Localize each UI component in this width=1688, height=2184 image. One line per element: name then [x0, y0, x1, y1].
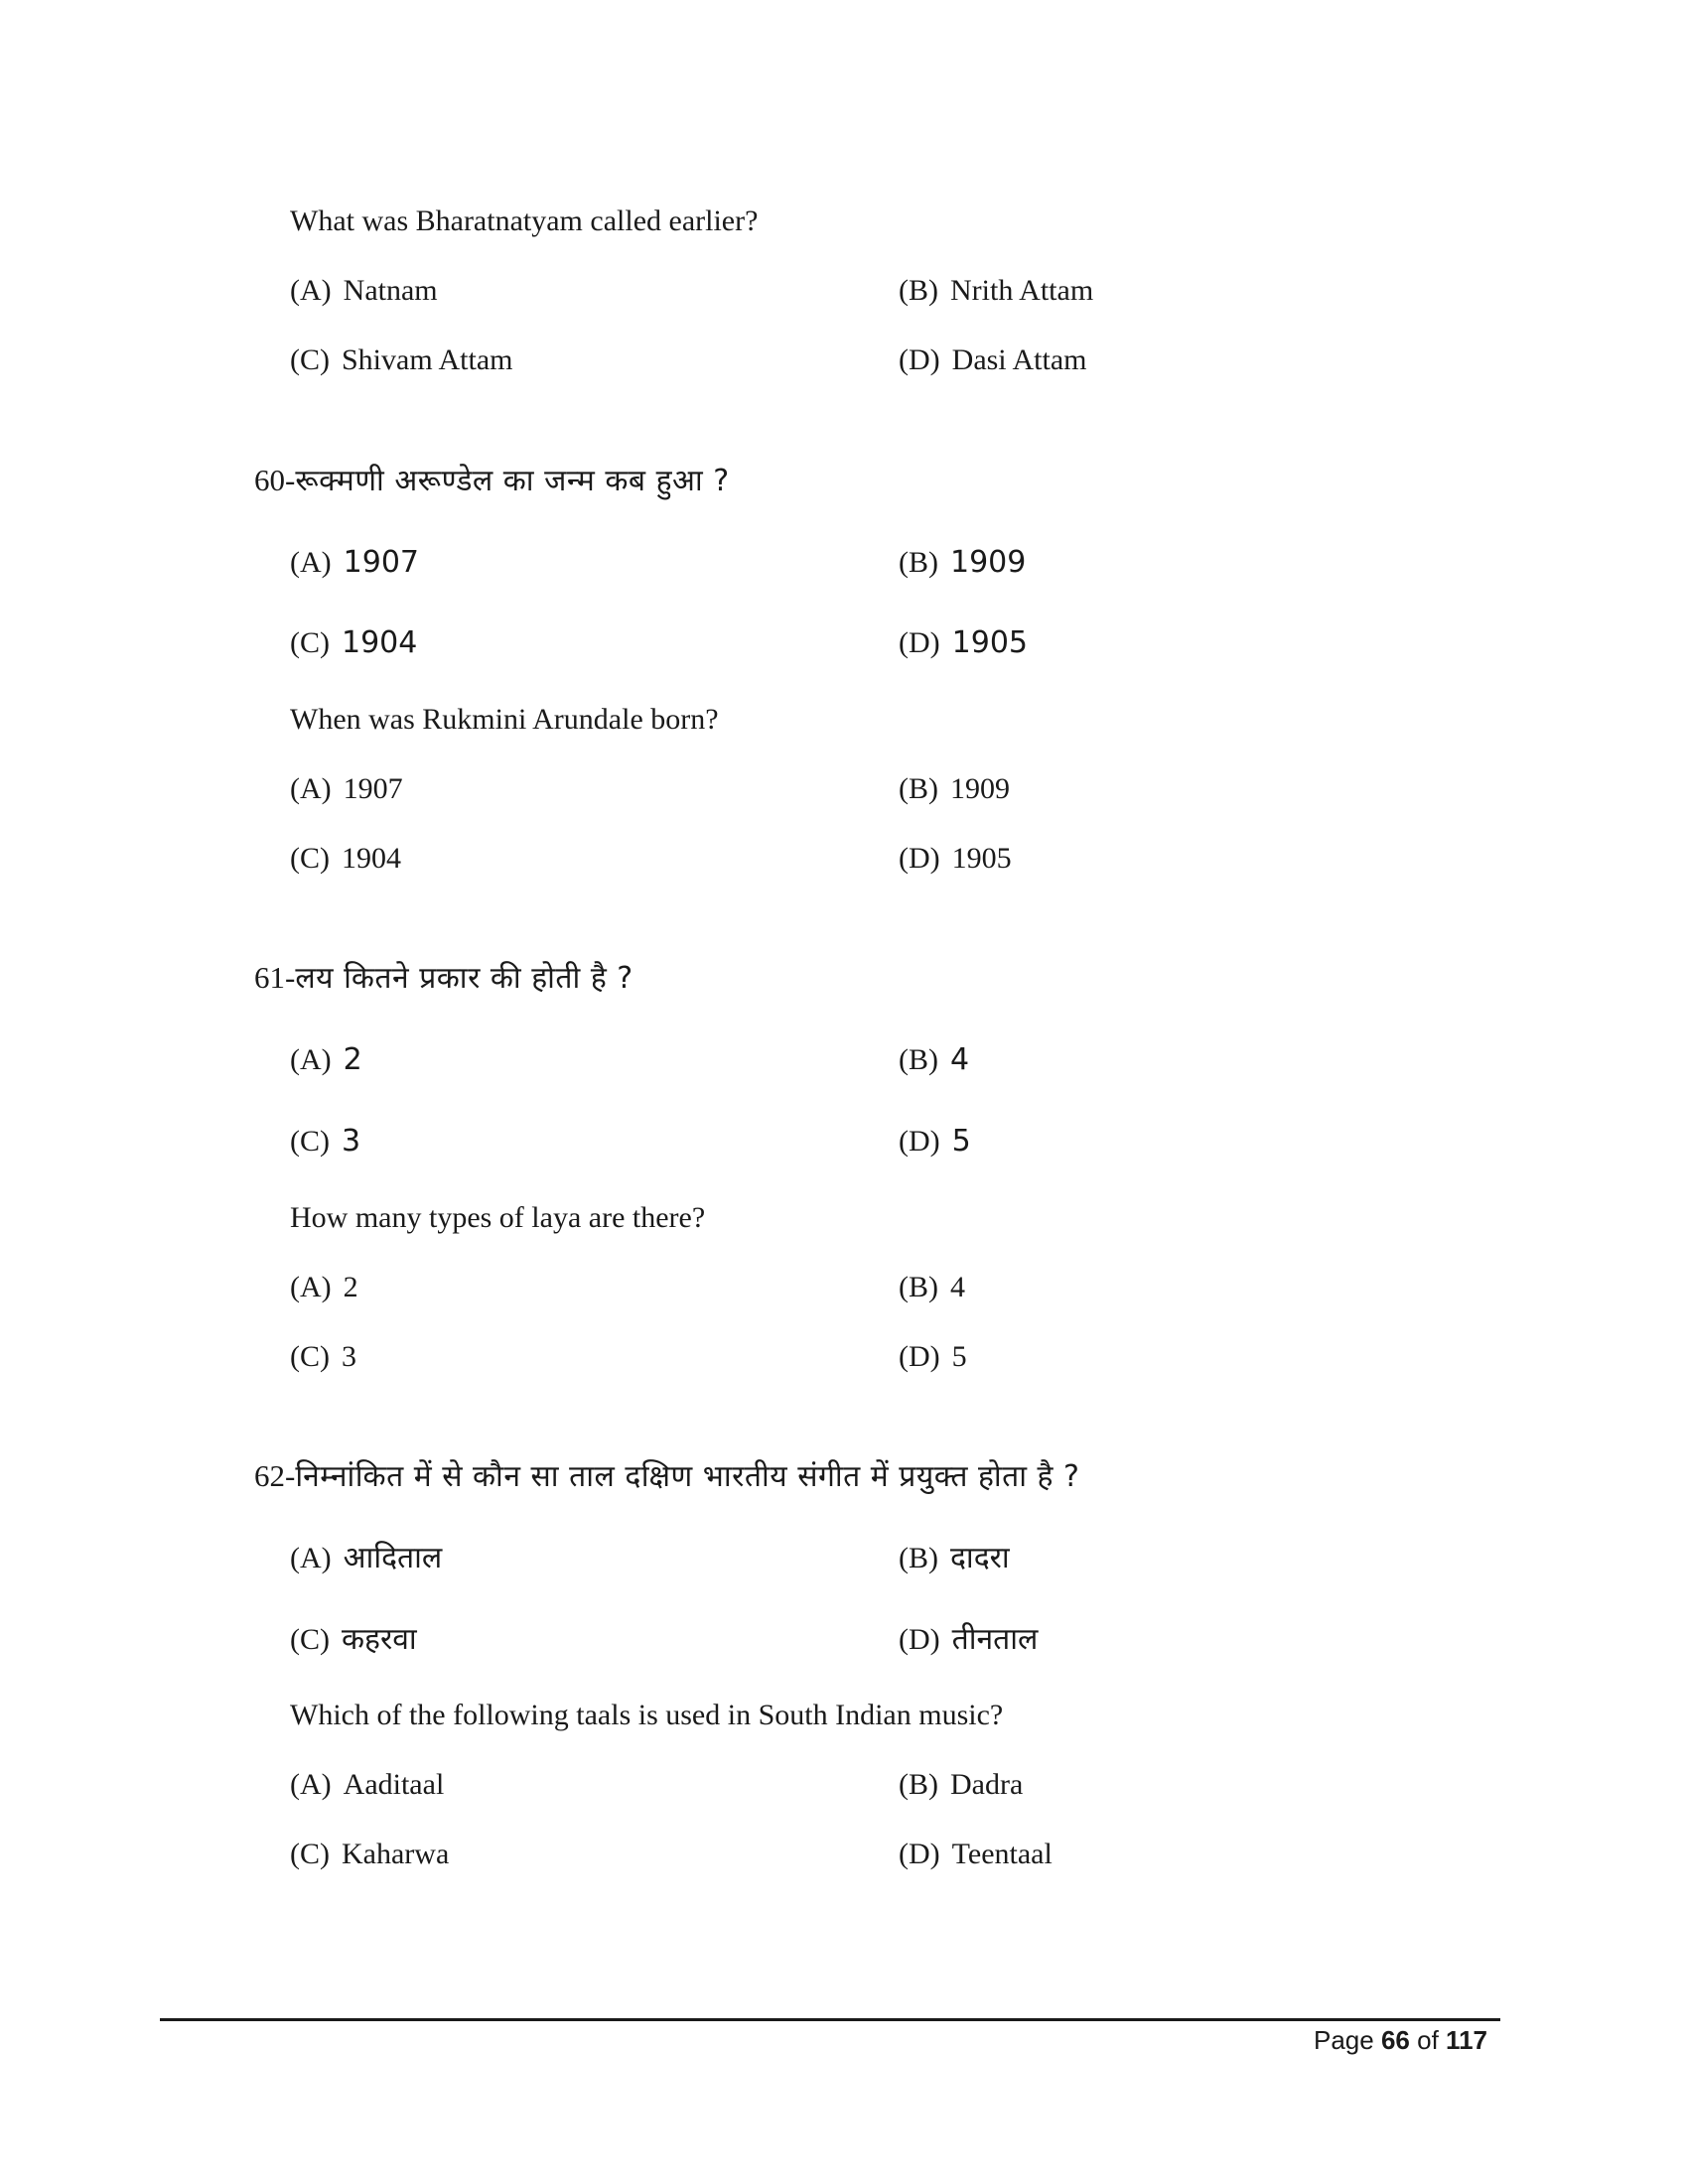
question-text-hi: लय कितने प्रकार की होती है ?	[295, 961, 633, 996]
option-text: 1904	[342, 842, 401, 875]
option-label: (D)	[899, 1340, 940, 1373]
option-d	[899, 1840, 1053, 1869]
option-text: 1909	[950, 545, 1027, 580]
option-c	[290, 1840, 449, 1869]
question-heading-hi	[254, 962, 633, 994]
option-text: Kaharwa	[342, 1838, 450, 1870]
option-d	[899, 844, 1012, 874]
option-text: Dasi Attam	[951, 343, 1087, 376]
option-label: (C)	[290, 626, 330, 659]
question-number: 60-	[254, 463, 296, 497]
option-label: (B)	[899, 546, 938, 579]
option-text: Shivam Attam	[342, 343, 513, 376]
option-c	[290, 1622, 417, 1657]
current-page: 66	[1380, 2025, 1410, 2055]
question-number: 62-	[254, 1458, 296, 1493]
option-a	[290, 1541, 443, 1575]
page-counter	[1314, 2025, 1487, 2056]
option-label: (D)	[899, 343, 940, 376]
option-text: 4	[950, 1271, 965, 1303]
option-text: Aaditaal	[343, 1768, 445, 1801]
option-a	[290, 1770, 444, 1800]
option-b	[899, 774, 1010, 804]
option-text: 3	[342, 1340, 356, 1373]
option-label: (B)	[899, 1768, 938, 1801]
question-heading-hi	[254, 465, 730, 496]
option-text: आदिताल	[343, 1541, 443, 1575]
question-number: 61-	[254, 960, 296, 995]
question-text: When was Rukmini Arundale born?	[290, 703, 719, 736]
option-text: Teentaal	[951, 1838, 1053, 1870]
option-label: (A)	[290, 546, 332, 579]
option-a	[290, 1042, 362, 1077]
option-label: (D)	[899, 1125, 940, 1158]
option-a	[290, 545, 420, 580]
option-label: (B)	[899, 274, 938, 307]
option-text: 2	[343, 1271, 358, 1303]
option-a	[290, 276, 438, 306]
option-text: 1907	[343, 772, 403, 805]
of-word: of	[1417, 2025, 1439, 2055]
option-d	[899, 625, 1029, 660]
option-label: (C)	[290, 842, 330, 875]
option-label: (B)	[899, 1542, 938, 1574]
question-heading-hi	[254, 1460, 1079, 1492]
footer-divider	[160, 2018, 1500, 2021]
option-label: (D)	[899, 626, 940, 659]
option-text: 1907	[343, 545, 420, 580]
option-c	[290, 345, 513, 375]
option-b	[899, 276, 1093, 306]
option-text: दादरा	[950, 1541, 1010, 1575]
question-text-hi: रूक्मणी अरूण्डेल का जन्म कब हुआ ?	[295, 464, 730, 498]
option-label: (B)	[899, 1271, 938, 1303]
option-b	[899, 1273, 965, 1302]
option-text: 1905	[951, 625, 1029, 660]
question-text-hi: निम्नांकित में से कौन सा ताल दक्षिण भारतीय संगीत में प्रयुक्त होता है ?	[295, 1459, 1080, 1494]
option-text: Nrith Attam	[950, 274, 1094, 307]
option-label: (C)	[290, 1838, 330, 1870]
option-label: (A)	[290, 274, 332, 307]
option-text: Dadra	[950, 1768, 1024, 1801]
option-label: (A)	[290, 1542, 332, 1574]
option-d	[899, 345, 1086, 375]
option-c	[290, 844, 401, 874]
option-label: (A)	[290, 1768, 332, 1801]
option-c	[290, 1342, 356, 1372]
option-text: 5	[951, 1124, 971, 1159]
option-text: तीनताल	[951, 1622, 1039, 1657]
option-label: (C)	[290, 1340, 330, 1373]
option-text: कहरवा	[342, 1622, 417, 1657]
option-a	[290, 1273, 358, 1302]
option-label: (D)	[899, 842, 940, 875]
question-text: Which of the following taals is used in South Indian music?	[290, 1699, 1004, 1731]
option-b	[899, 1042, 970, 1077]
option-label: (A)	[290, 1043, 332, 1076]
question-text: How many types of laya are there?	[290, 1201, 706, 1234]
option-text: 1905	[951, 842, 1012, 875]
option-label: (D)	[899, 1623, 940, 1656]
option-text: 5	[951, 1340, 967, 1373]
option-a	[290, 774, 403, 804]
option-d	[899, 1342, 967, 1372]
option-text: 1909	[950, 772, 1010, 805]
total-pages: 117	[1446, 2025, 1487, 2055]
option-text: Natnam	[343, 274, 438, 307]
option-d	[899, 1622, 1039, 1657]
option-text: 2	[343, 1042, 362, 1077]
option-c	[290, 1124, 361, 1159]
option-b	[899, 1770, 1023, 1800]
option-d	[899, 1124, 971, 1159]
option-label: (A)	[290, 772, 332, 805]
option-label: (C)	[290, 343, 330, 376]
option-b	[899, 1541, 1010, 1575]
option-text: 4	[950, 1042, 970, 1077]
option-b	[899, 545, 1027, 580]
page-word: Page	[1314, 2025, 1374, 2055]
option-label: (D)	[899, 1838, 940, 1870]
option-label: (B)	[899, 1043, 938, 1076]
option-label: (B)	[899, 772, 938, 805]
option-label: (A)	[290, 1271, 332, 1303]
option-c	[290, 625, 418, 660]
option-text: 1904	[342, 625, 418, 660]
option-label: (C)	[290, 1623, 330, 1656]
question-text: What was Bharatnatyam called earlier?	[290, 205, 759, 237]
option-text: 3	[342, 1124, 361, 1159]
option-label: (C)	[290, 1125, 330, 1158]
